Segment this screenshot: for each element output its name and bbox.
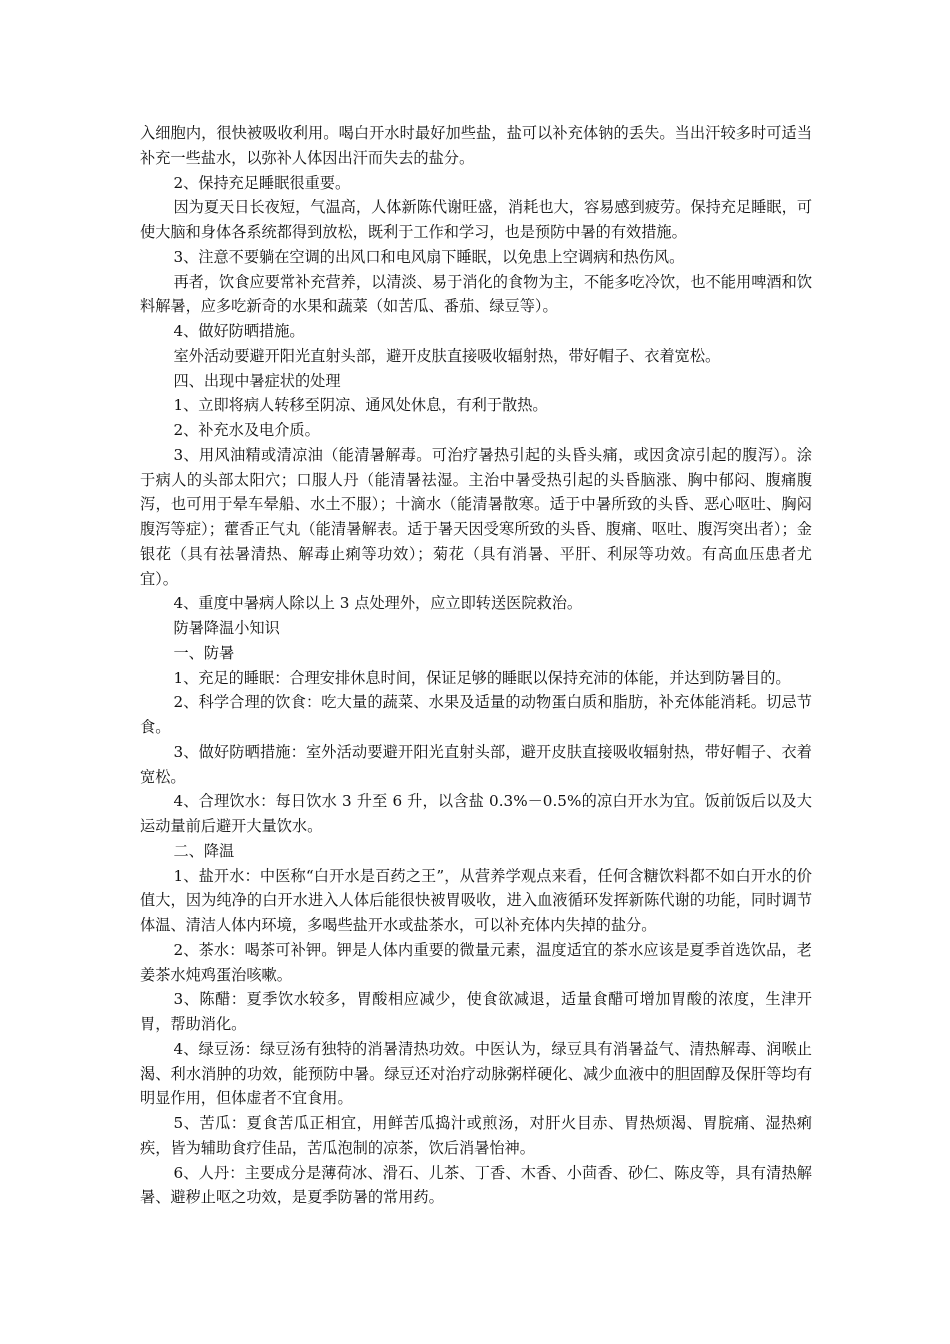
list-item-water: 4、合理饮水：每日饮水 3 升至 6 升，以含盐 0.3%－0.5%的凉白开水为宜。饭前饭后以及大运动量前后避开大量饮水。 bbox=[140, 792, 812, 835]
list-item-rendan: 6、人丹：主要成分是薄荷冰、滑石、儿茶、丁香、木香、小茴香、砂仁、陈皮等，具有清热解暑、避秽止呕之功效，是夏季防暑的常用药。 bbox=[140, 1163, 812, 1207]
item-sun-protection-heading: 4、做好防晒措施。 bbox=[173, 322, 305, 340]
list-item-move-patient: 1、立即将病人转移至阴凉、通风处休息，有利于散热。 bbox=[173, 396, 548, 415]
list-item-sun: 3、做好防晒措施：室外活动要避开阳光直射头部，避开皮肤直接吸收辐射热，带好帽子、衣着宽松。 bbox=[140, 742, 812, 786]
list-item-vinegar: 3、陈醋：夏季饮水较多，胃酸相应减少，使食欲减退，适量食醋可增加胃酸的浓度，生津开胃，帮助消化。 bbox=[140, 990, 812, 1033]
paragraph-sun-protection: 室外活动要避开阳光直射头部，避开皮肤直接吸收辐射热，带好帽子、衣着宽松。 bbox=[173, 346, 721, 365]
paragraph-diet: 再者，饮食应要常补充营养，以清淡、易于消化的食物为主，不能多吃冷饮，也不能用啤酒和饮料解暑，应多吃新奇的水果和蔬菜（如苦瓜、番茄、绿豆等）。 bbox=[140, 272, 812, 316]
list-item-hospital: 4、重度中暑病人除以上 3 点处理外，应立即转送医院救治。 bbox=[173, 594, 583, 613]
item-sleep-heading: 2、保持充足睡眠很重要。 bbox=[173, 173, 351, 192]
section-title-tips: 防暑降温小知识 bbox=[173, 619, 280, 637]
section-heading-treatment: 四、出现中暑症状的处理 bbox=[173, 371, 341, 390]
list-item-bitter-melon: 5、苦瓜：夏食苦瓜正相宜，用鲜苦瓜捣汁或煎汤，对肝火目赤、胃热烦渴、胃脘痛、湿热痢疾，皆为辅助食疗佳品，苦瓜泡制的凉茶，饮后消暑怡神。 bbox=[140, 1114, 812, 1157]
list-item-mung-bean: 4、绿豆汤：绿豆汤有独特的消暑清热功效。中医认为，绿豆具有消暑益气、清热解毒、润喉止渴、利水消肿的功效，能预防中暑。绿豆还对治疗动脉粥样硬化、减少血液中的胆固醇及保肝等均有明显作用，但体虚者不宜食用。 bbox=[140, 1039, 812, 1108]
list-item-electrolytes: 2、补充水及电介质。 bbox=[173, 421, 320, 439]
paragraph-salt-water-continued: 入细胞内，很快被吸收利用。喝白开水时最好加些盐，盐可以补充体钠的丢失。当出汗较多时可适当补充一些盐水，以弥补人体因出汗而失去的盐分。 bbox=[140, 124, 812, 167]
item-air-conditioner: 3、注意不要躺在空调的出风口和电风扇下睡眠，以免患上空调病和热伤风。 bbox=[173, 247, 685, 266]
list-item-tea: 2、茶水：喝茶可补钾。钾是人体内重要的微量元素，温度适宜的茶水应该是夏季首选饮品，老姜茶水炖鸡蛋治咳嗽。 bbox=[140, 940, 812, 984]
list-item-salt-water: 1、盐开水：中医称“白开水是百药之王”，从营养学观点来看，任何含糖饮料都不如白开水的价值大，因为纯净的白开水进入人体后能很快被胃吸收，进入血液循环发挥新陈代谢的功能，同时调节体温、清洁人体内环境，多喝些盐开水或盐茶水，可以补充体内失掉的盐分。 bbox=[140, 866, 812, 934]
section-heading-prevention: 一、防暑 bbox=[173, 643, 235, 662]
list-item-sleep: 1、充足的睡眠：合理安排休息时间，保证足够的睡眠以保持充沛的体能，并达到防暑目的。 bbox=[173, 668, 791, 687]
section-heading-cooling: 二、降温 bbox=[173, 841, 235, 860]
document-body bbox=[140, 121, 812, 1210]
list-item-medicines: 3、用风油精或清凉油（能清暑解毒。可治疗暑热引起的头昏头痛，或因贪凉引起的腹泻）。涂于病人的头部太阳穴；口服人丹（能清暑祛湿。主治中暑受热引起的头昏脑涨、胸中郁闷、腹痛腹泻，也可用于晕车晕船、水土不服）；十滴水（能清暑散寒。适于中暑所致的头昏、恶心呕吐、胸闷腹泻等症）；藿香正气丸（能清暑解表。适于暑天因受寒所致的头昏、腹痛、呕吐、腹泻突出者）；金银花（具有祛暑清热、解毒止痢等功效）；菊花（具有消暑、平肝、利尿等功效。有高血压患者尤宜）。 bbox=[140, 445, 812, 588]
list-item-diet: 2、科学合理的饮食：吃大量的蔬菜、水果及适量的动物蛋白质和脂肪，补充体能消耗。切忌节食。 bbox=[140, 693, 812, 736]
paragraph-sleep: 因为夏天日长夜短，气温高，人体新陈代谢旺盛，消耗也大，容易感到疲劳。保持充足睡眠，可使大脑和身体各系统都得到放松，既利于工作和学习，也是预防中暑的有效措施。 bbox=[140, 198, 812, 241]
